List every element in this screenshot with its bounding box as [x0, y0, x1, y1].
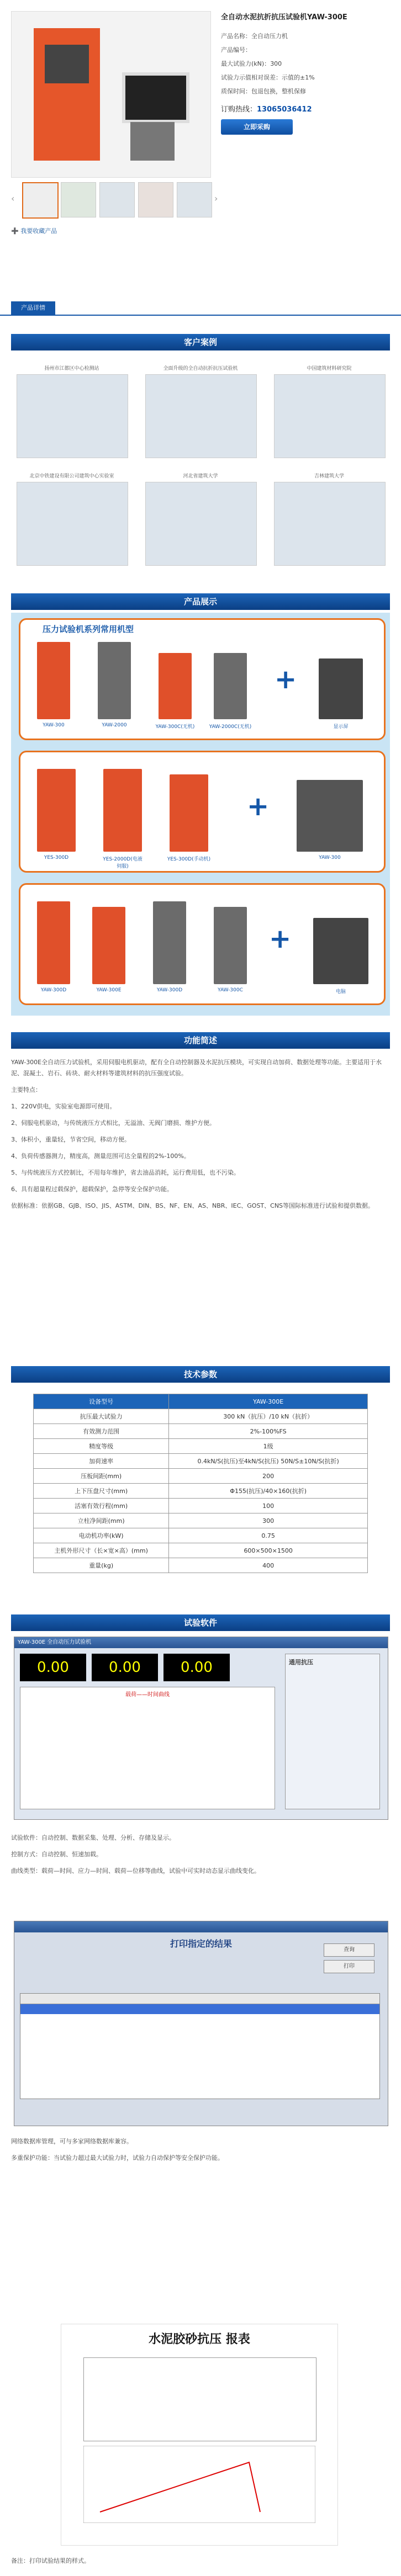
max-force-row: 最大试验力(kN)：300 — [221, 60, 282, 67]
product-title: 全自动水泥抗折抗压试验机YAW-300E — [221, 13, 347, 22]
window-title — [14, 1921, 388, 1932]
features-intro: YAW-300E全自动压力试验机，采用伺服电机驱动，配有全自动控制器及水泥抗压模块，可实现自动加荷、数据处理等功能。主要适用于水泥、混凝土、岩石、砖块、耐火材料等建筑材料的抗压强度试验。 — [11, 1059, 382, 1077]
accuracy-row: 试验力示值相对误差：示值的±1% — [221, 74, 315, 81]
tab-product-detail[interactable]: 产品详情 — [11, 301, 55, 315]
table-row: 抗压最大试验力 300 kN（抗压）/10 kN（抗折） — [34, 1409, 368, 1424]
table-row: 有效测力范围 2%-100%FS — [34, 1424, 368, 1439]
table-row: 立柱净间距(mm) 300 — [34, 1513, 368, 1528]
case-photo — [274, 482, 386, 566]
table-row: 设备型号 YAW-300E — [34, 1394, 368, 1409]
table-row: 电动机功率(kW) 0.75 — [34, 1528, 368, 1543]
model-group-3: + YAW-300D YAW-300E YAW-300D YAW-300C 电脑 — [19, 883, 386, 1005]
machine-image — [37, 901, 70, 984]
order-phone: 订购热线：13065036412 — [221, 105, 312, 114]
thumbnail-strip — [11, 182, 221, 216]
feature-item: 6、具有超量程过载保护，超载保护，急停等安全保护功能。 — [11, 1186, 173, 1193]
table-row: 重量(kg) 400 — [34, 1558, 368, 1573]
thumb-next-icon[interactable]: › — [214, 193, 218, 204]
machine-image — [214, 653, 247, 719]
plus-icon: + — [275, 664, 297, 695]
results-grid — [20, 1993, 380, 2099]
case-item[interactable]: 河北省建筑大学 — [145, 472, 256, 566]
section-header-cases: 客户案例 — [11, 334, 390, 350]
case-item[interactable]: 吉林建筑大学 — [274, 472, 384, 566]
model-group-2: + YES-300D YES-2000D(电液伺服) YES-300D(手动机) YAW-300 — [19, 751, 386, 873]
buy-now-button[interactable]: 立即采购 — [221, 119, 293, 135]
machine-image — [37, 769, 76, 852]
product-summary — [0, 0, 401, 265]
feature-item: 2、伺服电机驱动，与传统液压方式相比，无溢油、无阀门磨损、维护方便。 — [11, 1119, 215, 1127]
feature-item: 1、220V供电，实验室电源即可使用。 — [11, 1103, 116, 1110]
thumb-prev-icon[interactable]: ‹ — [11, 193, 15, 204]
table-row: 精度等级 1级 — [34, 1439, 368, 1454]
case-photo — [274, 374, 386, 458]
favorite-link[interactable]: ➕ 我要收藏产品 — [11, 227, 57, 235]
model-group-title: 压力试验机系列常用机型 — [43, 624, 134, 634]
table-row: 加荷速率 0.4kN/S(抗压)至4kN/S(抗压) 50N/S±10N/S(抗折) — [34, 1454, 368, 1469]
machine-image — [103, 769, 142, 852]
software-desc-2: 网络数据库管理，可与多家网络数据库兼容。 多重保护功能：当试验力超过最大试验力时，试验力自动保护等安全保护功能。 — [11, 2138, 224, 2161]
case-photo — [17, 374, 128, 458]
panel-title: 通用抗压 — [289, 1659, 313, 1666]
case-photo — [145, 482, 257, 566]
report-sample — [61, 2324, 338, 2546]
features-title: 主要特点： — [11, 1086, 41, 1093]
thumbnail[interactable] — [138, 182, 173, 217]
software-desc-1: 试验软件：自动控制、数据采集、处理、分析、存储及显示。 控制方式：自动控制、恒速加载。 曲线类型：载荷—时间、应力—时间、载荷—位移等曲线，试验中可实时动态显示曲线变化。 — [11, 1834, 260, 1874]
readout-display: 0.00 — [20, 1654, 86, 1681]
report-note: 备注：打印试验结果的样式。 — [11, 2557, 90, 2564]
detail-tabbar — [0, 298, 401, 316]
readout-display: 0.00 — [92, 1654, 158, 1681]
case-item[interactable]: 扬州市江都区中心检测站 — [17, 364, 127, 458]
model-group-1: 压力试验机系列常用机型 + YAW-300 YAW-2000 YAW-300C(无机) YAW-2000C(无机) 显示屏 — [19, 618, 386, 740]
window-title: YAW-300E 全自动压力试验机 — [14, 1637, 388, 1648]
section-header-params: 技术参数 — [11, 1366, 390, 1383]
plus-icon: + — [269, 923, 292, 954]
machine-window — [45, 45, 89, 83]
case-item[interactable]: 中国建筑材料研究院 — [274, 364, 384, 458]
warranty-row: 质保时间：包退包换，整机保修 — [221, 88, 306, 95]
table-row: 活塞有效行程(mm) 100 — [34, 1499, 368, 1513]
machine-image — [297, 780, 363, 852]
machine-image — [214, 907, 247, 984]
chart-title: 载荷——时间曲线 — [125, 1692, 170, 1698]
query-button[interactable]: 查询 — [324, 1943, 374, 1957]
product-info — [221, 11, 392, 135]
curve-chart — [20, 1687, 275, 1809]
case-item[interactable]: 全面升级的全自动抗折抗压试验机 — [145, 364, 256, 458]
feature-item: 4、负荷传感器测力，精度高，测量范围可达全量程的2%-100%。 — [11, 1152, 190, 1160]
report-table — [83, 2357, 316, 2441]
spec-table — [33, 1394, 368, 1573]
case-photo — [145, 374, 257, 458]
cases-grid — [11, 359, 390, 585]
table-row: 压板间距(mm) 200 — [34, 1469, 368, 1484]
thumbnail[interactable] — [177, 182, 212, 217]
readout-display: 0.00 — [163, 1654, 230, 1681]
section-header-show: 产品展示 — [11, 593, 390, 610]
desk-shape — [130, 122, 175, 161]
product-name-row: 产品名称：全自动压力机 — [221, 33, 288, 40]
machine-image — [92, 907, 125, 984]
product-number-row: 产品编号： — [221, 46, 251, 54]
software-window-print — [14, 1921, 388, 2126]
print-button[interactable]: 打印 — [324, 1960, 374, 1973]
thumbnail[interactable] — [22, 182, 59, 219]
table-row[interactable] — [20, 2004, 379, 2014]
print-dialog-title: 打印指定的结果 — [170, 1938, 232, 1949]
case-photo — [17, 482, 128, 566]
report-title: 水泥胶砂抗压 报表 — [149, 2333, 250, 2346]
feature-item: 3、体积小，重量轻，节省空间，移动方便。 — [11, 1136, 130, 1143]
features-text — [11, 1057, 390, 1217]
report-curve — [83, 2446, 315, 2523]
thumbnail[interactable] — [99, 182, 135, 217]
machine-image — [159, 653, 192, 719]
features-standards: 依据标准：依据GB、GJB、ISO、JIS、ASTM、DIN、BS、NF、EN、AS、NBR、IEC、GOST、CNS等国际标准进行试验和提供数据。 — [11, 1202, 374, 1209]
monitor-image — [319, 658, 363, 719]
section-header-features: 功能简述 — [11, 1032, 390, 1049]
product-main-image[interactable] — [11, 11, 211, 178]
case-item[interactable]: 北京中铁建设有限公司建筑中心实验室 — [17, 472, 127, 566]
plus-icon: + — [247, 791, 270, 822]
product-show-panel — [11, 613, 390, 1016]
computer-image — [313, 918, 368, 984]
thumbnail[interactable] — [61, 182, 96, 217]
machine-image — [170, 774, 208, 852]
machine-image — [98, 642, 131, 719]
table-row: 上下压盘尺寸(mm) Φ155(抗压)/40×160(抗折) — [34, 1484, 368, 1499]
monitor-icon — [122, 72, 189, 123]
grid-header — [20, 1994, 379, 2004]
machine-image — [153, 901, 186, 984]
feature-item: 5、与传统液压方式控制比，不用每年维护，省去油品消耗，运行费用低，也不污染。 — [11, 1169, 240, 1176]
section-header-software: 试验软件 — [11, 1614, 390, 1631]
software-window-main — [14, 1637, 388, 1820]
control-panel — [285, 1654, 380, 1809]
machine-image — [37, 642, 70, 719]
table-row: 主机外形尺寸（长×宽×高）(mm) 600×500×1500 — [34, 1543, 368, 1558]
